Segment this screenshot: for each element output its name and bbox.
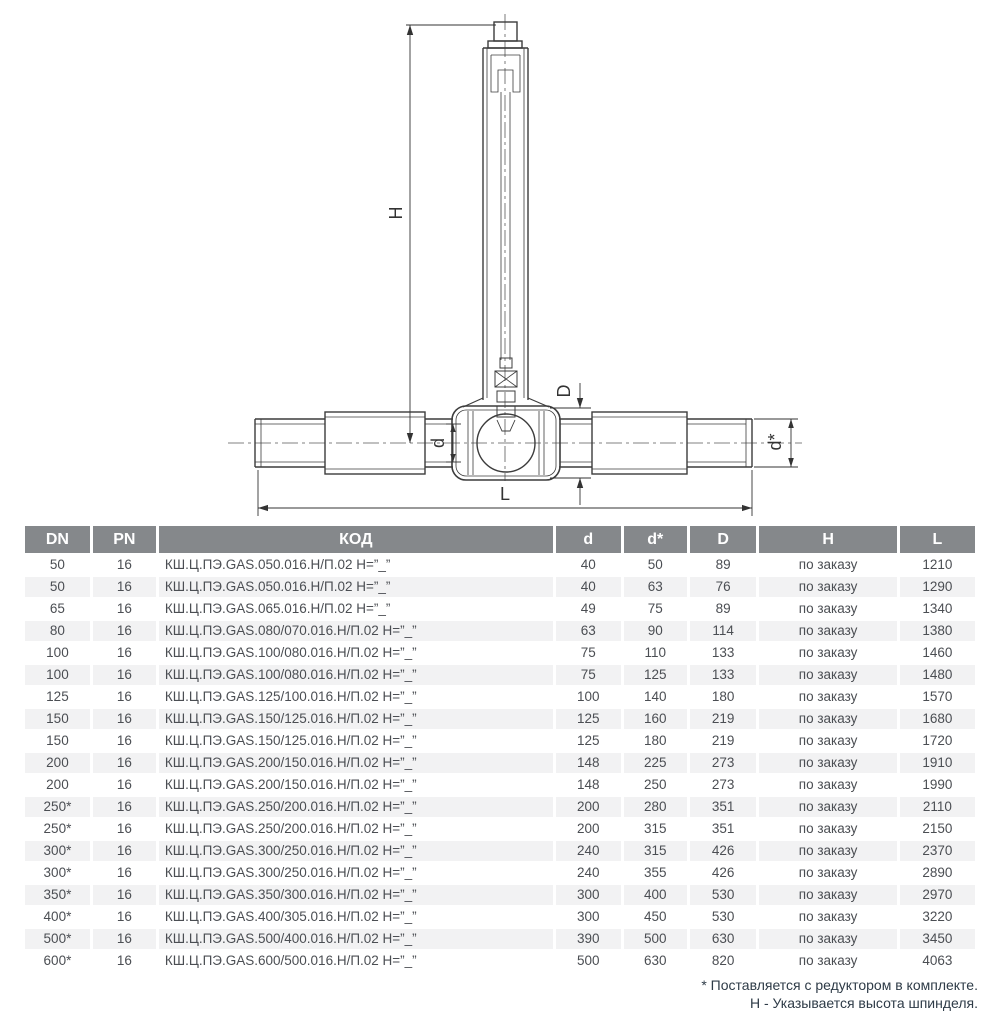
table-row (25, 885, 975, 905)
header-dn: DN (25, 526, 90, 553)
cell-d-star: 250 (643, 777, 667, 792)
table-row (25, 687, 975, 707)
table-header-row (25, 526, 975, 553)
table-row (25, 555, 975, 575)
cell-big-d: 89 (715, 557, 731, 572)
cell-h: по заказу (798, 557, 858, 572)
cell-d: 40 (556, 577, 621, 597)
cell-d: 40 (580, 557, 596, 572)
cell-d-star: 125 (624, 665, 687, 685)
cell-code: КШ.Ц.ПЭ.GAS.050.016.Н/П.02 Н=”_” (164, 557, 391, 572)
dim-label-d-star: d* (765, 433, 785, 451)
cell-l: 1210 (922, 557, 953, 572)
cell-dn: 350* (25, 885, 90, 905)
cell-l: 4063 (922, 953, 953, 968)
cell-pn: 16 (116, 821, 132, 836)
table-row (25, 929, 975, 949)
cell-dn: 400* (43, 909, 72, 924)
cell-code: КШ.Ц.ПЭ.GAS.250/200.016.Н/П.02 Н=”_” (164, 821, 417, 836)
table-row (25, 841, 975, 861)
cell-d-star: 180 (643, 733, 667, 748)
spec-table-body (25, 555, 975, 971)
cell-d-star: 400 (624, 885, 687, 905)
cell-code: КШ.Ц.ПЭ.GAS.300/250.016.Н/П.02 Н=”_” (159, 841, 553, 861)
cell-dn: 50 (25, 577, 90, 597)
cell-d: 300 (577, 909, 600, 924)
cell-d: 148 (577, 777, 600, 792)
cell-pn: 16 (116, 645, 132, 660)
cell-pn: 16 (93, 753, 156, 773)
dimension-arrows (258, 25, 794, 511)
cell-d: 63 (556, 621, 621, 641)
cell-d-star: 50 (647, 557, 663, 572)
cell-code: КШ.Ц.ПЭ.GAS.065.016.Н/П.02 Н=”_” (164, 601, 391, 616)
cell-d: 100 (577, 689, 600, 704)
cell-l: 2370 (900, 841, 975, 861)
cell-h: по заказу (798, 645, 858, 660)
cell-l: 1720 (922, 733, 953, 748)
footnotes (701, 976, 978, 1012)
table-row (25, 863, 975, 883)
spec-table-section (22, 524, 978, 973)
table-row (25, 731, 975, 751)
cell-d-star: 110 (644, 645, 666, 660)
table-row (25, 753, 975, 773)
cell-pn: 16 (93, 665, 156, 685)
cell-l: 1990 (922, 777, 953, 792)
table-row (25, 709, 975, 729)
cell-d: 240 (556, 841, 621, 861)
header-d-star: d* (624, 526, 687, 553)
header-big-d: D (690, 526, 757, 553)
cell-big-d: 351 (711, 821, 735, 836)
table-row (25, 621, 975, 641)
cell-big-d: 219 (690, 709, 757, 729)
cell-h: по заказу (759, 797, 896, 817)
cell-dn: 300* (43, 865, 72, 880)
table-row (25, 775, 975, 795)
dim-label-h: H (386, 206, 406, 220)
cell-big-d: 219 (711, 733, 735, 748)
cell-d: 75 (580, 645, 596, 660)
cell-d-star: 355 (643, 865, 667, 880)
cell-h: по заказу (798, 909, 858, 924)
cell-h: по заказу (798, 601, 858, 616)
cell-code: КШ.Ц.ПЭ.GAS.600/500.016.Н/П.02 Н=”_” (164, 953, 417, 968)
cell-l: 1680 (900, 709, 975, 729)
dimension-labels (386, 207, 785, 505)
cell-code: КШ.Ц.ПЭ.GAS.150/125.016.Н/П.02 Н=”_” (159, 709, 553, 729)
cell-big-d: 273 (690, 753, 757, 773)
cell-big-d: 273 (711, 777, 735, 792)
cell-d-star: 75 (647, 601, 663, 616)
cell-d: 500 (577, 953, 600, 968)
cell-d: 125 (577, 733, 600, 748)
cell-big-d: 820 (711, 953, 735, 968)
cell-code: КШ.Ц.ПЭ.GAS.400/305.016.Н/П.02 Н=”_” (164, 909, 417, 924)
cell-d: 125 (556, 709, 621, 729)
table-row (25, 665, 975, 685)
cell-big-d: 180 (711, 689, 735, 704)
cell-l: 1340 (922, 601, 953, 616)
cell-l: 2890 (922, 865, 953, 880)
cell-code: КШ.Ц.ПЭ.GAS.080/070.016.Н/П.02 Н=”_” (159, 621, 553, 641)
header-l: L (900, 526, 975, 553)
cell-l: 3220 (922, 909, 953, 924)
cell-l: 2150 (922, 821, 953, 836)
cell-dn: 150 (46, 733, 69, 748)
header-h: H (759, 526, 896, 553)
cell-l: 1910 (900, 753, 975, 773)
cell-dn: 80 (25, 621, 90, 641)
cell-pn: 16 (116, 777, 132, 792)
cell-big-d: 76 (690, 577, 757, 597)
cell-d-star: 630 (643, 953, 667, 968)
cell-code: КШ.Ц.ПЭ.GAS.150/125.016.Н/П.02 Н=”_” (164, 733, 417, 748)
cell-h: по заказу (798, 689, 858, 704)
cell-pn: 16 (93, 709, 156, 729)
cell-h: по заказу (759, 885, 896, 905)
dim-label-l: L (499, 484, 511, 504)
cell-h: по заказу (759, 753, 896, 773)
cell-h: по заказу (759, 665, 896, 685)
stem-bearing-assembly (495, 358, 517, 431)
cell-dn: 200 (46, 777, 69, 792)
cell-pn: 16 (116, 865, 132, 880)
cell-pn: 16 (116, 953, 132, 968)
header-d: d (556, 526, 621, 553)
cell-code: КШ.Ц.ПЭ.GAS.200/150.016.Н/П.02 Н=”_” (164, 777, 417, 792)
cell-d-star: 90 (624, 621, 687, 641)
table-row (25, 951, 975, 971)
cell-code: КШ.Ц.ПЭ.GAS.350/300.016.Н/П.02 Н=”_” (159, 885, 553, 905)
cell-pn: 16 (93, 797, 156, 817)
cell-dn: 600* (43, 953, 72, 968)
cell-pn: 16 (93, 577, 156, 597)
cell-big-d: 133 (711, 645, 735, 660)
cell-big-d: 530 (690, 885, 757, 905)
cell-pn: 16 (93, 841, 156, 861)
cell-big-d: 114 (690, 621, 757, 641)
cell-code: КШ.Ц.ПЭ.GAS.200/150.016.Н/П.02 Н=”_” (159, 753, 553, 773)
cell-h: по заказу (759, 841, 896, 861)
cell-d: 49 (580, 601, 596, 616)
cell-dn: 65 (49, 601, 65, 616)
cell-dn: 300* (25, 841, 90, 861)
cell-big-d: 426 (711, 865, 735, 880)
cell-big-d: 630 (690, 929, 757, 949)
cell-code: КШ.Ц.ПЭ.GAS.050.016.Н/П.02 Н=”_” (159, 577, 553, 597)
cell-pn: 16 (93, 929, 156, 949)
cell-dn: 125 (46, 689, 69, 704)
cell-d: 200 (556, 797, 621, 817)
cell-d: 390 (556, 929, 621, 949)
spec-table (22, 524, 978, 973)
cell-h: по заказу (798, 821, 858, 836)
cell-d: 75 (556, 665, 621, 685)
cell-code: КШ.Ц.ПЭ.GAS.100/080.016.Н/П.02 Н=”_” (159, 665, 553, 685)
cell-l: 3450 (900, 929, 975, 949)
table-row (25, 599, 975, 619)
cell-d-star: 280 (624, 797, 687, 817)
dim-label-d: d (428, 437, 448, 449)
cell-d-star: 450 (643, 909, 667, 924)
cell-big-d: 351 (690, 797, 757, 817)
footnote-reducer: * Поставляется с редуктором в комплекте. (701, 977, 978, 993)
header-pn: PN (93, 526, 156, 553)
cell-pn: 16 (116, 601, 132, 616)
cell-h: по заказу (798, 953, 858, 968)
cell-h: по заказу (798, 777, 858, 792)
header-code: КОД (159, 526, 553, 553)
cell-l: 1380 (900, 621, 975, 641)
cell-code: КШ.Ц.ПЭ.GAS.300/250.016.Н/П.02 Н=”_” (164, 865, 417, 880)
cell-dn: 250* (43, 821, 72, 836)
cell-d-star: 315 (624, 841, 687, 861)
table-row (25, 577, 975, 597)
cell-pn: 16 (116, 557, 132, 572)
cell-code: КШ.Ц.ПЭ.GAS.100/080.016.Н/П.02 Н=”_” (164, 645, 417, 660)
table-row (25, 643, 975, 663)
valve-body (452, 398, 560, 480)
cell-dn: 500* (25, 929, 90, 949)
cell-h: по заказу (759, 929, 896, 949)
cell-h: по заказу (759, 709, 896, 729)
cell-h: по заказу (759, 577, 896, 597)
cell-dn: 250* (25, 797, 90, 817)
cell-h: по заказу (759, 621, 896, 641)
footnote-spindle: Н - Указывается высота шпинделя. (749, 995, 978, 1011)
cell-d-star: 63 (624, 577, 687, 597)
cell-d-star: 225 (624, 753, 687, 773)
dim-label-big-d: D (554, 384, 574, 398)
cell-big-d: 530 (711, 909, 735, 924)
cell-pn: 16 (93, 621, 156, 641)
cell-d: 200 (577, 821, 600, 836)
cell-dn: 50 (49, 557, 65, 572)
cell-pn: 16 (116, 733, 132, 748)
cell-dn: 100 (46, 645, 69, 660)
cell-dn: 150 (25, 709, 90, 729)
stem-column (483, 22, 528, 431)
cell-l: 2970 (900, 885, 975, 905)
cell-code: КШ.Ц.ПЭ.GAS.250/200.016.Н/П.02 Н=”_” (159, 797, 553, 817)
cell-big-d: 426 (690, 841, 757, 861)
table-row (25, 819, 975, 839)
cell-d-star: 315 (643, 821, 667, 836)
cell-d: 240 (577, 865, 600, 880)
cell-d-star: 140 (643, 689, 667, 704)
cell-h: по заказу (798, 865, 858, 880)
cell-h: по заказу (798, 733, 858, 748)
table-row (25, 907, 975, 927)
cell-l: 1460 (922, 645, 953, 660)
cell-pn: 16 (116, 689, 132, 704)
table-row (25, 797, 975, 817)
cell-pn: 16 (116, 909, 132, 924)
cell-dn: 100 (25, 665, 90, 685)
cell-code: КШ.Ц.ПЭ.GAS.500/400.016.Н/П.02 Н=”_” (159, 929, 553, 949)
cell-d: 300 (556, 885, 621, 905)
cell-d: 148 (556, 753, 621, 773)
cell-dn: 200 (25, 753, 90, 773)
cell-d-star: 160 (624, 709, 687, 729)
cell-l: 1480 (900, 665, 975, 685)
cell-l: 1570 (922, 689, 953, 704)
stem-head (494, 22, 517, 41)
cell-l: 2110 (900, 797, 975, 817)
cell-big-d: 133 (690, 665, 757, 685)
cell-l: 1290 (900, 577, 975, 597)
cell-code: КШ.Ц.ПЭ.GAS.125/100.016.Н/П.02 Н=”_” (164, 689, 417, 704)
cell-pn: 16 (93, 885, 156, 905)
cell-d-star: 500 (624, 929, 687, 949)
cell-big-d: 89 (715, 601, 731, 616)
